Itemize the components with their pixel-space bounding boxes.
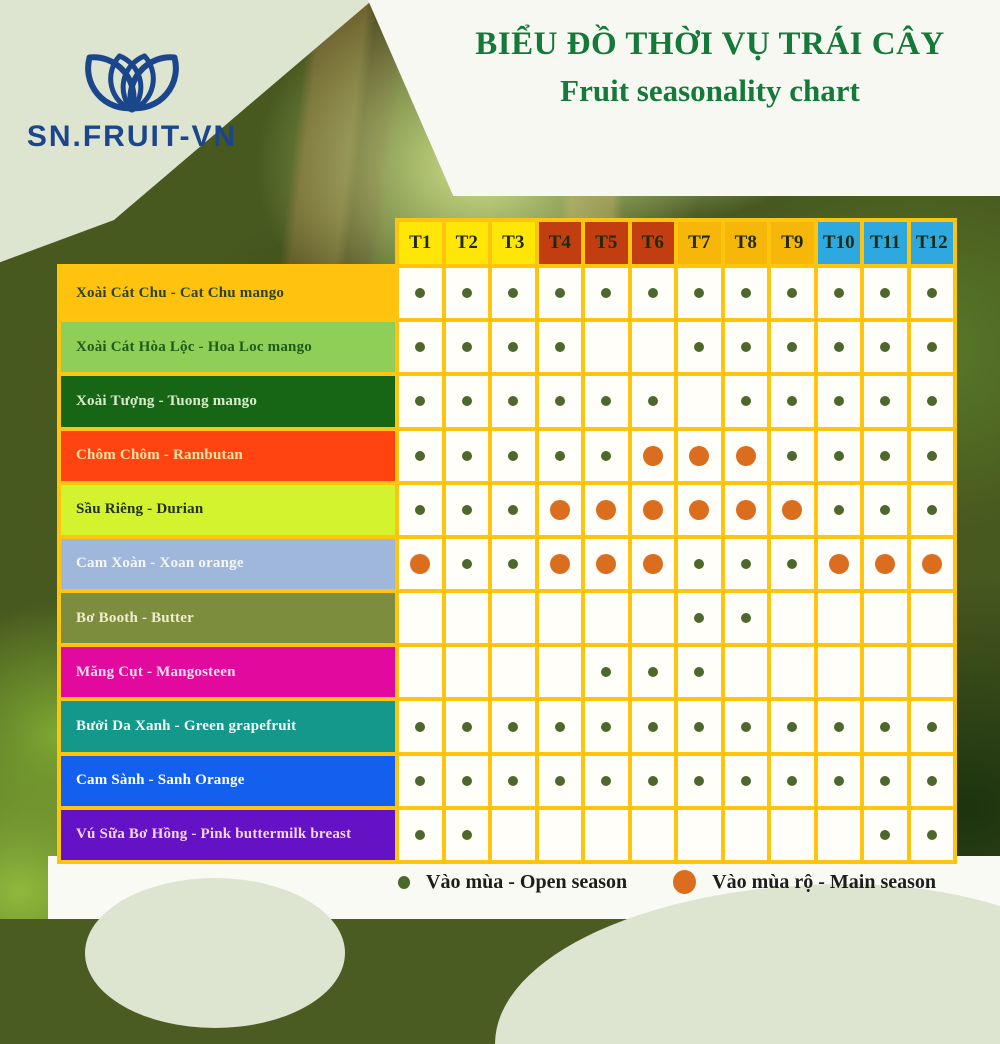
open-season-dot (462, 288, 472, 298)
season-cell (492, 756, 535, 806)
season-cell (678, 485, 721, 535)
open-season-dot (462, 396, 472, 406)
season-cell (399, 376, 442, 426)
season-cell (632, 756, 675, 806)
title-vietnamese: BIỂU ĐỒ THỜI VỤ TRÁI CÂY (475, 26, 945, 62)
season-cell (585, 756, 628, 806)
season-cell (864, 539, 907, 589)
fruit-label-row: Cam Sành - Sanh Orange (61, 756, 395, 806)
main-season-dot (782, 500, 802, 520)
open-season-dot (694, 613, 704, 623)
month-header-t5: T5 (585, 222, 628, 264)
month-header-t3: T3 (492, 222, 535, 264)
open-season-legend-dot (398, 876, 410, 889)
open-season-dot (834, 396, 844, 406)
season-cell (539, 431, 582, 481)
open-season-dot (834, 288, 844, 298)
season-cell (818, 810, 861, 860)
open-season-dot (787, 396, 797, 406)
open-season-dot (555, 342, 565, 352)
main-season-dot (689, 500, 709, 520)
season-cell (725, 539, 768, 589)
open-season-dot (741, 776, 751, 786)
open-season-dot (508, 776, 518, 786)
fruit-label-row: Măng Cụt - Mangosteen (61, 647, 395, 697)
season-cell (539, 322, 582, 372)
season-cell (818, 701, 861, 751)
legend-open-season (398, 871, 627, 894)
season-cell (911, 701, 954, 751)
season-cell (818, 539, 861, 589)
brand-name: SN.FRUIT-VN (26, 120, 238, 153)
main-season-dot (596, 500, 616, 520)
open-season-dot (880, 722, 890, 732)
open-season-dot (462, 776, 472, 786)
season-cell (632, 810, 675, 860)
season-cell (585, 268, 628, 318)
open-season-dot (648, 288, 658, 298)
month-header-t2: T2 (446, 222, 489, 264)
season-cell (539, 539, 582, 589)
season-cell (911, 539, 954, 589)
season-cell (725, 593, 768, 643)
season-cell (678, 810, 721, 860)
month-header-t1: T1 (399, 222, 442, 264)
season-cell (399, 593, 442, 643)
season-cell (864, 701, 907, 751)
season-cell (771, 431, 814, 481)
main-season-dot (875, 554, 895, 574)
fruit-label-row: Vú Sữa Bơ Hồng - Pink buttermilk breast (61, 810, 395, 860)
open-season-legend-label: Vào mùa - Open season (426, 870, 628, 893)
season-cell (492, 593, 535, 643)
season-cell (911, 810, 954, 860)
fruit-label-row: Bưởi Da Xanh - Green grapefruit (61, 701, 395, 751)
month-header-t10: T10 (818, 222, 861, 264)
season-cell (446, 647, 489, 697)
open-season-dot (555, 776, 565, 786)
season-cell (539, 593, 582, 643)
season-cell (864, 485, 907, 535)
season-cell (864, 322, 907, 372)
season-cell (492, 539, 535, 589)
season-cell (539, 647, 582, 697)
season-cell (771, 810, 814, 860)
season-cell (585, 431, 628, 481)
open-season-dot (648, 667, 658, 677)
open-season-dot (927, 288, 937, 298)
open-season-dot (508, 342, 518, 352)
season-cell (446, 701, 489, 751)
open-season-dot (880, 396, 890, 406)
main-season-dot (643, 446, 663, 466)
season-cell (539, 756, 582, 806)
open-season-dot (462, 451, 472, 461)
open-season-dot (927, 342, 937, 352)
season-cell (818, 268, 861, 318)
season-cell (771, 376, 814, 426)
season-cell (864, 268, 907, 318)
open-season-dot (880, 451, 890, 461)
main-season-dot (410, 554, 430, 574)
season-cell (818, 593, 861, 643)
open-season-dot (555, 722, 565, 732)
open-season-dot (787, 722, 797, 732)
main-season-dot (736, 446, 756, 466)
season-cell (678, 701, 721, 751)
season-cell (399, 756, 442, 806)
main-season-dot (829, 554, 849, 574)
season-cell (632, 647, 675, 697)
season-cell (399, 322, 442, 372)
open-season-dot (555, 396, 565, 406)
open-season-dot (787, 776, 797, 786)
season-cell (911, 431, 954, 481)
season-cell (911, 322, 954, 372)
season-cell (446, 810, 489, 860)
open-season-dot (601, 667, 611, 677)
open-season-dot (462, 559, 472, 569)
open-season-dot (927, 722, 937, 732)
season-cell (399, 268, 442, 318)
open-season-dot (508, 396, 518, 406)
fruit-label-row: Chôm Chôm - Rambutan (61, 431, 395, 481)
open-season-dot (741, 613, 751, 623)
season-cell (678, 268, 721, 318)
month-header-t6: T6 (632, 222, 675, 264)
season-cell (492, 376, 535, 426)
open-season-dot (415, 722, 425, 732)
month-header-t11: T11 (864, 222, 907, 264)
main-season-dot (596, 554, 616, 574)
open-season-dot (741, 342, 751, 352)
season-cell (585, 593, 628, 643)
open-season-dot (880, 288, 890, 298)
season-cell (771, 647, 814, 697)
season-cell (446, 268, 489, 318)
open-season-dot (834, 451, 844, 461)
season-cell (864, 647, 907, 697)
season-cell (632, 322, 675, 372)
open-season-dot (834, 342, 844, 352)
season-cell (818, 647, 861, 697)
open-season-dot (694, 776, 704, 786)
main-season-dot (550, 554, 570, 574)
open-season-dot (927, 451, 937, 461)
season-cell (678, 539, 721, 589)
season-cell (678, 593, 721, 643)
season-cell (911, 376, 954, 426)
open-season-dot (462, 505, 472, 515)
season-cell (399, 485, 442, 535)
season-cell (725, 701, 768, 751)
season-cell (632, 431, 675, 481)
season-cell (585, 810, 628, 860)
season-cell (632, 485, 675, 535)
season-cell (399, 431, 442, 481)
season-cell (585, 322, 628, 372)
season-cell (632, 376, 675, 426)
season-cell (446, 376, 489, 426)
season-cell (399, 701, 442, 751)
season-cell (818, 485, 861, 535)
open-season-dot (787, 288, 797, 298)
open-season-dot (927, 505, 937, 515)
season-cell (725, 485, 768, 535)
main-season-dot (643, 500, 663, 520)
fruit-label-row: Xoài Cát Chu - Cat Chu mango (61, 268, 395, 318)
open-season-dot (462, 830, 472, 840)
season-cell (771, 322, 814, 372)
season-cell (864, 431, 907, 481)
open-season-dot (648, 776, 658, 786)
season-cell (678, 431, 721, 481)
season-cell (678, 376, 721, 426)
month-header-t7: T7 (678, 222, 721, 264)
main-season-legend-dot (673, 870, 696, 894)
season-cell (492, 322, 535, 372)
season-cell (818, 431, 861, 481)
open-season-dot (741, 288, 751, 298)
open-season-dot (694, 722, 704, 732)
fruit-label-row: Sầu Riêng - Durian (61, 485, 395, 535)
open-season-dot (415, 776, 425, 786)
open-season-dot (508, 288, 518, 298)
fruit-label-row: Bơ Booth - Butter (61, 593, 395, 643)
season-cell (446, 431, 489, 481)
season-cell (585, 701, 628, 751)
season-cell (446, 322, 489, 372)
season-cell (585, 647, 628, 697)
open-season-dot (648, 722, 658, 732)
month-header-t12: T12 (911, 222, 954, 264)
season-cell (678, 756, 721, 806)
season-cell (911, 593, 954, 643)
season-cell (725, 756, 768, 806)
season-cell (446, 539, 489, 589)
season-cell (539, 810, 582, 860)
season-cell (864, 376, 907, 426)
season-cell (678, 322, 721, 372)
open-season-dot (787, 451, 797, 461)
season-cell (725, 322, 768, 372)
bottom-left-sage-blob (85, 878, 345, 1028)
season-cell (446, 485, 489, 535)
open-season-dot (555, 451, 565, 461)
season-cell (632, 701, 675, 751)
legend-main-season (673, 870, 936, 894)
season-cell (539, 268, 582, 318)
season-cell (399, 539, 442, 589)
season-cell (771, 593, 814, 643)
open-season-dot (741, 722, 751, 732)
season-cell (725, 431, 768, 481)
season-cell (911, 647, 954, 697)
season-cell (492, 268, 535, 318)
season-cell (585, 485, 628, 535)
main-season-dot (922, 554, 942, 574)
season-cell (771, 701, 814, 751)
open-season-dot (741, 559, 751, 569)
open-season-dot (601, 451, 611, 461)
open-season-dot (787, 559, 797, 569)
main-season-dot (643, 554, 663, 574)
fruit-label-row: Cam Xoàn - Xoan orange (61, 539, 395, 589)
season-cell (492, 431, 535, 481)
season-cell (492, 701, 535, 751)
season-cell (492, 810, 535, 860)
season-cell (399, 810, 442, 860)
month-header-t8: T8 (725, 222, 768, 264)
open-season-dot (415, 505, 425, 515)
open-season-dot (834, 722, 844, 732)
open-season-dot (741, 396, 751, 406)
season-cell (725, 810, 768, 860)
main-season-dot (736, 500, 756, 520)
season-cell (911, 268, 954, 318)
season-cell (399, 647, 442, 697)
legend (398, 870, 970, 894)
brand-logo (22, 28, 242, 154)
open-season-dot (880, 505, 890, 515)
season-cell (725, 376, 768, 426)
season-cell (725, 647, 768, 697)
open-season-dot (601, 722, 611, 732)
season-cell (771, 268, 814, 318)
season-cell (818, 322, 861, 372)
main-season-dot (689, 446, 709, 466)
open-season-dot (415, 342, 425, 352)
open-season-dot (415, 451, 425, 461)
open-season-dot (927, 830, 937, 840)
season-cell (539, 701, 582, 751)
main-season-legend-label: Vào mùa rộ - Main season (712, 870, 937, 893)
season-cell (585, 376, 628, 426)
open-season-dot (694, 559, 704, 569)
season-cell (725, 268, 768, 318)
season-cell (818, 756, 861, 806)
season-cell (678, 647, 721, 697)
season-cell (446, 593, 489, 643)
season-cell (539, 485, 582, 535)
open-season-dot (834, 505, 844, 515)
open-season-dot (601, 288, 611, 298)
open-season-dot (880, 776, 890, 786)
title-english: Fruit seasonality chart (560, 73, 860, 108)
open-season-dot (508, 559, 518, 569)
month-header-t4: T4 (539, 222, 582, 264)
open-season-dot (694, 667, 704, 677)
open-season-dot (880, 342, 890, 352)
season-cell (539, 376, 582, 426)
open-season-dot (508, 722, 518, 732)
season-cell (492, 485, 535, 535)
open-season-dot (601, 396, 611, 406)
open-season-dot (787, 342, 797, 352)
main-season-dot (550, 500, 570, 520)
open-season-dot (834, 776, 844, 786)
fruit-label-column (57, 264, 395, 864)
open-season-dot (694, 342, 704, 352)
season-cell (864, 810, 907, 860)
lotus-leaves-icon (47, 28, 217, 116)
open-season-dot (415, 288, 425, 298)
open-season-dot (927, 396, 937, 406)
season-cell (864, 593, 907, 643)
season-grid (395, 218, 957, 864)
open-season-dot (648, 396, 658, 406)
fruit-label-row: Xoài Cát Hòa Lộc - Hoa Loc mango (61, 322, 395, 372)
open-season-dot (508, 451, 518, 461)
season-cell (446, 756, 489, 806)
open-season-dot (508, 505, 518, 515)
season-cell (771, 539, 814, 589)
season-cell (632, 268, 675, 318)
open-season-dot (555, 288, 565, 298)
open-season-dot (601, 776, 611, 786)
season-cell (911, 485, 954, 535)
fruit-label-row: Xoài Tượng - Tuong mango (61, 376, 395, 426)
open-season-dot (462, 342, 472, 352)
season-cell (771, 756, 814, 806)
open-season-dot (415, 396, 425, 406)
season-cell (864, 756, 907, 806)
open-season-dot (462, 722, 472, 732)
open-season-dot (694, 288, 704, 298)
season-cell (585, 539, 628, 589)
season-cell (632, 593, 675, 643)
season-cell (492, 647, 535, 697)
month-header-t9: T9 (771, 222, 814, 264)
season-cell (818, 376, 861, 426)
open-season-dot (415, 830, 425, 840)
season-cell (911, 756, 954, 806)
open-season-dot (927, 776, 937, 786)
open-season-dot (880, 830, 890, 840)
season-cell (632, 539, 675, 589)
page-title (430, 26, 990, 109)
season-cell (771, 485, 814, 535)
